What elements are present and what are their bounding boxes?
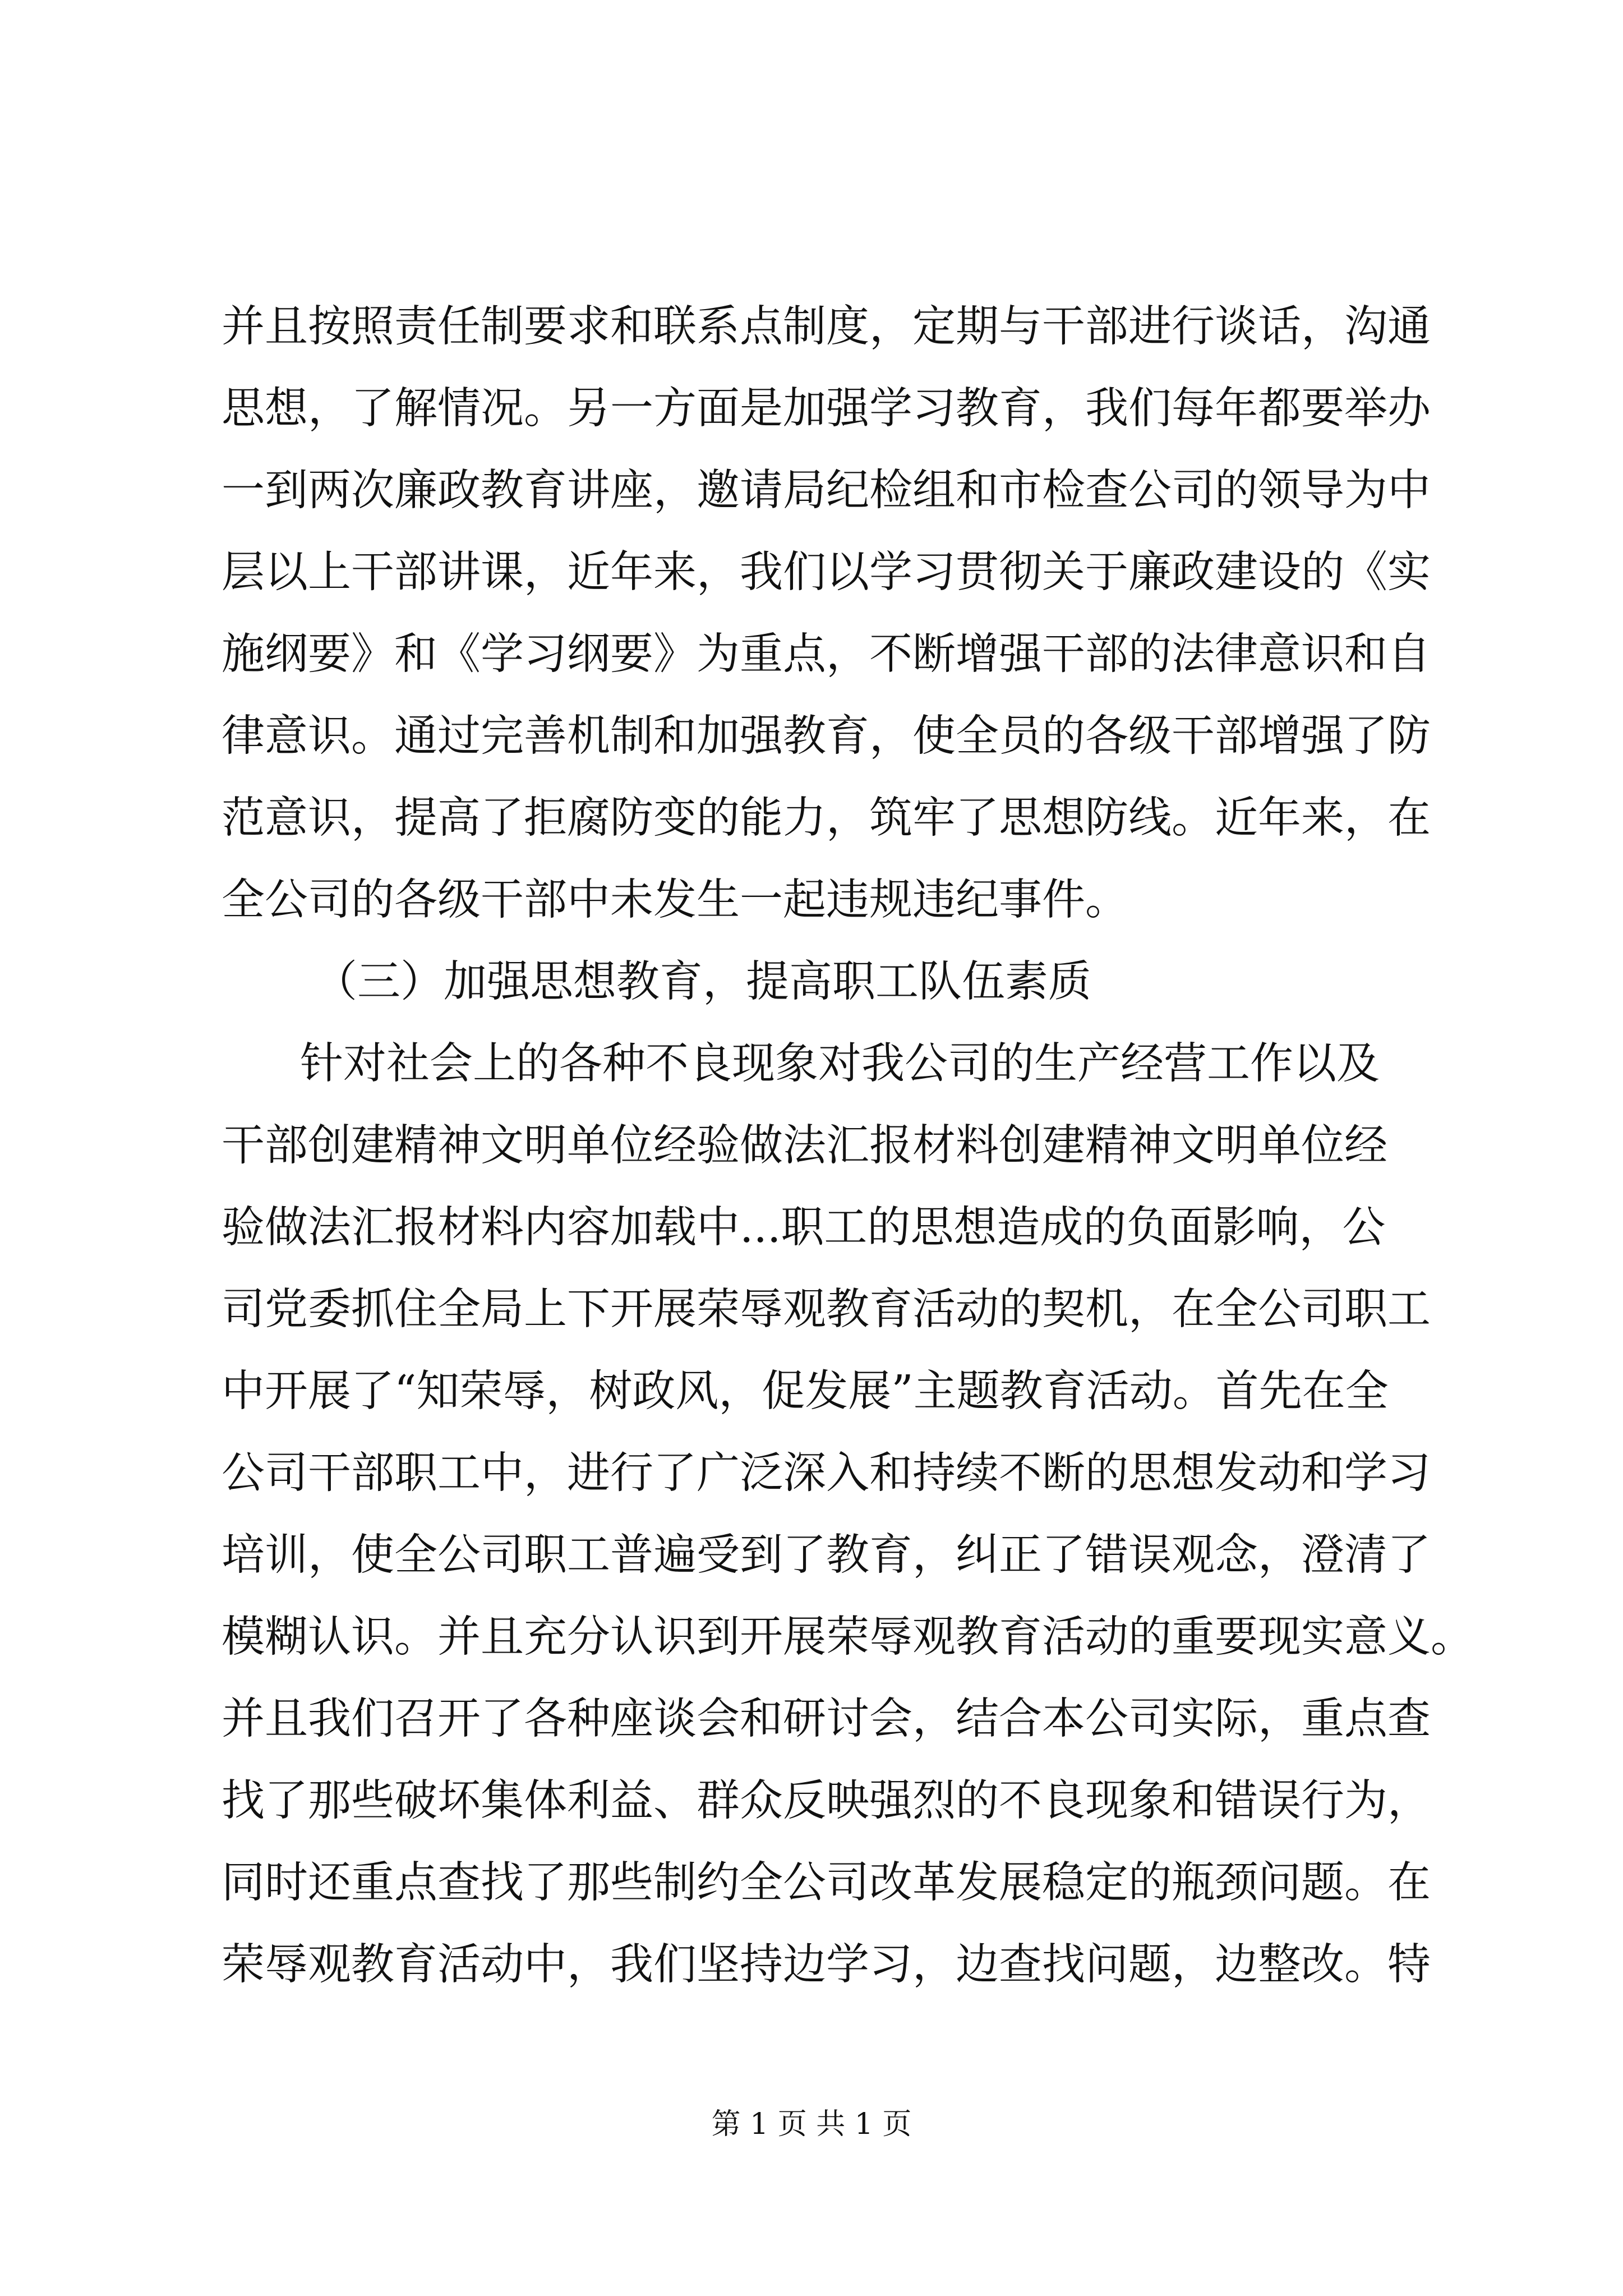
text-line: 律意识。通过完善机制和加强教育，使全员的各级干部增强了防 xyxy=(222,711,1431,761)
text-line: 层以上干部讲课，近年来，我们以学习贯彻关于廉政建设的《实 xyxy=(222,547,1431,597)
page-number-label: 第 1 页 共 1 页 xyxy=(711,2108,912,2141)
text-line: 思想，了解情况。另一方面是加强学习教育，我们每年都要举办 xyxy=(222,384,1431,434)
text-line: 同时还重点查找了那些制约全公司改革发展稳定的瓶颈问题。在 xyxy=(222,1858,1431,1908)
text-line: 并且按照责任制要求和联系点制度，定期与干部进行谈话，沟通 xyxy=(222,302,1431,352)
text-line: 找了那些破坏集体利益、群众反映强烈的不良现象和错误行为， xyxy=(222,1776,1431,1826)
document-body xyxy=(222,286,1474,2006)
text-line: 全公司的各级干部中未发生一起违规违纪事件。 xyxy=(222,875,1128,925)
text-line: 模糊认识。并且充分认识到开展荣辱观教育活动的重要现实意义。 xyxy=(222,1612,1474,1662)
section-heading: （三）加强思想教育，提高职工队伍素质 xyxy=(314,957,1091,1007)
text-line: 中开展了“知荣辱，树政风，促发展”主题教育活动。首先在全 xyxy=(222,1366,1389,1416)
text-line: 并且我们召开了各种座谈会和研讨会，结合本公司实际，重点查 xyxy=(222,1694,1431,1744)
text-line: 公司干部职工中，进行了广泛深入和持续不断的思想发动和学习 xyxy=(222,1448,1431,1498)
text-line: 干部创建精神文明单位经验做法汇报材料创建精神文明单位经 xyxy=(222,1121,1387,1171)
text-line: 一到两次廉政教育讲座，邀请局纪检组和市检查公司的领导为中 xyxy=(222,466,1431,516)
text-line: 范意识，提高了拒腐防变的能力，筑牢了思想防线。近年来，在 xyxy=(222,793,1431,843)
text-line: 验做法汇报材料内容加载中...职工的思想造成的负面影响，公 xyxy=(222,1203,1386,1253)
text-line: 荣辱观教育活动中，我们坚持边学习，边查找问题，边整改。特 xyxy=(222,1940,1431,1990)
text-line: 司党委抓住全局上下开展荣辱观教育活动的契机，在全公司职工 xyxy=(222,1285,1431,1335)
page-footer xyxy=(0,2105,1623,2144)
text-line: 施纲要》和《学习纲要》为重点，不断增强干部的法律意识和自 xyxy=(222,629,1431,679)
text-line: 针对社会上的各种不良现象对我公司的生产经营工作以及 xyxy=(300,1039,1380,1089)
text-line: 培训，使全公司职工普遍受到了教育，纠正了错误观念，澄清了 xyxy=(222,1530,1431,1580)
